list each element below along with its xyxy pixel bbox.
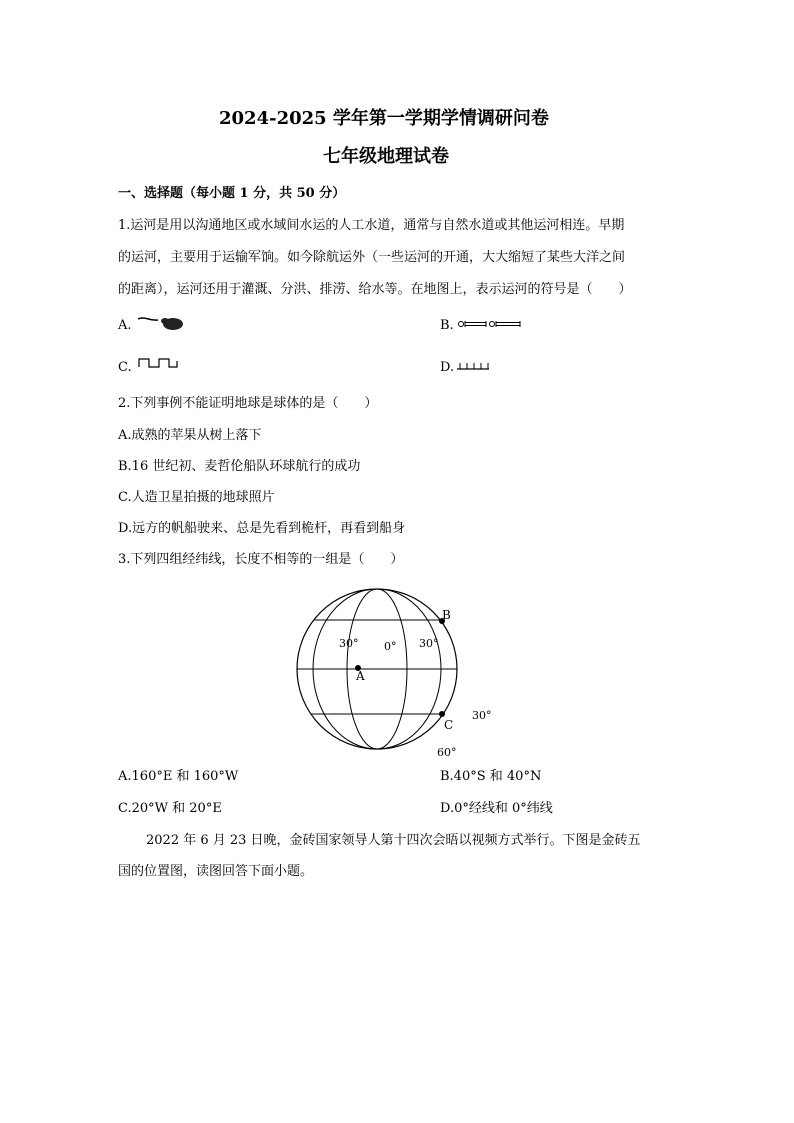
q2-stem: 2.下列事例不能证明地球是球体的是（ ） bbox=[118, 396, 378, 411]
point-b-label: B bbox=[442, 608, 451, 622]
q2-option-d: D.远方的帆船驶来、总是先看到桅杆，再看到船身 bbox=[118, 521, 406, 536]
q3-option-b: B.40°S 和 40°N bbox=[440, 769, 542, 784]
exam-subtitle: 七年级地理试卷 bbox=[323, 146, 449, 167]
section-heading: 一、选择题（每小题 1 分，共 50 分） bbox=[118, 186, 346, 201]
q3-option-c: C.20°W 和 20°E bbox=[118, 801, 222, 816]
q1-option-a-symbol bbox=[136, 313, 186, 333]
label-0: 0° bbox=[384, 640, 397, 653]
q1-option-c-symbol bbox=[138, 356, 182, 370]
q3-stem: 3.下列四组经纬线，长度不相等的一组是（ ） bbox=[118, 552, 404, 567]
q2-option-c: C.人造卫星拍摄的地球照片 bbox=[118, 490, 275, 505]
q1-option-d-label: D. bbox=[440, 360, 455, 375]
point-c-label: C bbox=[444, 718, 454, 732]
q3-globe-figure bbox=[290, 574, 500, 764]
exam-title: 2024-2025 学年第一学期学情调研问卷 bbox=[219, 108, 549, 129]
q1-option-b-symbol bbox=[457, 318, 523, 332]
q1-option-d-symbol bbox=[456, 358, 492, 372]
label-30-east: 30° bbox=[419, 637, 439, 650]
q1-option-c-label: C. bbox=[118, 360, 132, 375]
q1-line-2: 的运河，主要用于运输军饷。如今除航运外（一些运河的开通，大大缩短了某些大洋之间 bbox=[118, 250, 626, 265]
q1-option-a-label: A. bbox=[118, 318, 132, 333]
label-60: 60° bbox=[437, 746, 457, 759]
q2-option-a: A.成熟的苹果从树上落下 bbox=[118, 428, 262, 443]
q2-option-b: B.16 世纪初、麦哲伦船队环球航行的成功 bbox=[118, 459, 361, 474]
intro-line-2: 国的位置图，读图回答下面小题。 bbox=[118, 864, 314, 879]
intro-line-1: 2022 年 6 月 23 日晚，金砖国家领导人第十四次会晤以视频方式举行。下图是金砖五 bbox=[146, 833, 641, 848]
q3-option-a: A.160°E 和 160°W bbox=[118, 769, 239, 784]
q1-line-1: 1.运河是用以沟通地区或水域间水运的人工水道，通常与自然水道或其他运河相连。早期 bbox=[118, 218, 625, 233]
point-c-marker bbox=[439, 711, 445, 717]
point-a-label: A bbox=[356, 669, 365, 683]
label-30-west: 30° bbox=[339, 637, 359, 650]
label-30-north: 30° bbox=[472, 709, 492, 722]
q1-option-b-label: B. bbox=[440, 318, 454, 333]
q3-option-d: D.0°经线和 0°纬线 bbox=[440, 801, 553, 816]
q1-line-3: 的距离），运河还用于灌溉、分洪、排涝、给水等。在地图上，表示运河的符号是（ ） bbox=[118, 282, 632, 297]
